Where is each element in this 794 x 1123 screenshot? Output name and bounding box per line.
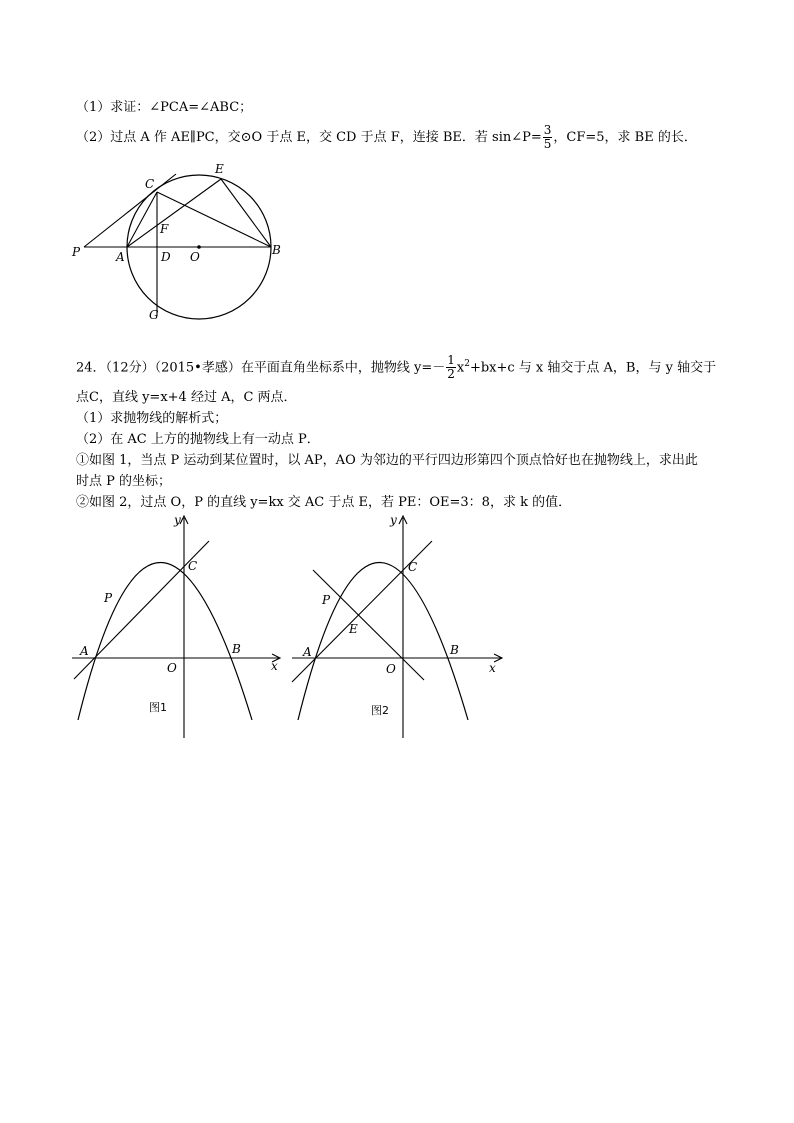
fig2-label-B: B — [450, 643, 459, 657]
fig1-x-label: x — [271, 659, 278, 673]
q24-part2: （2）在 AC 上方的抛物线上有一动点 P． — [76, 432, 320, 447]
fig1-label-B: B — [232, 642, 241, 656]
q23-part2-text-a: （2）过点 A 作 AE∥PC，交⊙O 于点 E，交 CD 于点 F，连接 BE．若 sin∠P= — [76, 130, 542, 145]
fig2-label-E: E — [349, 622, 358, 636]
q24-sub1-b: 时点 P 的坐标； — [76, 474, 172, 489]
sin-fraction-numerator: 3 — [543, 123, 552, 137]
figure-1 — [66, 510, 286, 740]
label-O: O — [190, 250, 200, 264]
fig1-label-O: O — [167, 661, 177, 675]
fig2-caption: 图2 — [371, 704, 389, 717]
label-G: G — [149, 308, 159, 322]
q23-part1: （1）求证：∠PCA=∠ABC； — [76, 100, 253, 115]
q24-line1-text-c: +bx+c 与 x 轴交于点 A，B，与 y 轴交于 — [469, 360, 717, 376]
coefficient-denominator: 2 — [447, 367, 455, 382]
sin-fraction — [543, 124, 553, 151]
fig2-label-O: O — [386, 662, 396, 676]
fig2-label-P: P — [322, 593, 331, 607]
label-E: E — [215, 162, 224, 176]
label-F: F — [160, 222, 169, 236]
coefficient-numerator: 1 — [447, 353, 455, 368]
fig1-label-P: P — [104, 591, 113, 605]
fig1-caption: 图1 — [149, 701, 167, 714]
q24-sub1-a: ①如图 1，当点 P 运动到某位置时，以 AP，AO 为邻边的平行四边形第四个顶点恰好也在抛物线上，求出此 — [76, 453, 698, 468]
q24-line1 — [76, 354, 716, 381]
label-P: P — [72, 245, 81, 259]
coefficient-fraction — [446, 354, 456, 381]
fig1-y-label: y — [174, 513, 181, 527]
sin-fraction-denominator: 5 — [543, 137, 552, 151]
fig2-y-label: y — [390, 513, 397, 527]
q24-part1: （1）求抛物线的解析式； — [76, 411, 228, 426]
q24-sub2: ②如图 2，过点 O，P 的直线 y=kx 交 AC 于点 E，若 PE：OE=3：8，求 k 的值． — [76, 495, 572, 510]
fig1-label-C: C — [188, 559, 198, 573]
q23-part2-text-b: ，CF=5，求 BE 的长． — [553, 130, 697, 145]
figure-2 — [286, 510, 511, 740]
fig2-label-C: C — [408, 560, 418, 574]
label-A: A — [116, 250, 125, 264]
label-B: B — [272, 243, 281, 257]
label-D: D — [161, 250, 171, 264]
fig1-label-A: A — [80, 644, 89, 658]
q24-line1-text-a: 24．（12分）（2015•孝感）在平面直角坐标系中，抛物线 y=－ — [76, 360, 446, 376]
q24-line2: 点C，直线 y=x+4 经过 A，C 两点． — [76, 390, 297, 405]
label-C: C — [145, 177, 155, 191]
fig2-label-A: A — [303, 645, 312, 659]
q24-line1-exponent: 2 — [464, 359, 470, 369]
q24-line1-x: x — [456, 360, 465, 376]
q23-part2 — [76, 124, 697, 151]
circle-figure — [68, 158, 288, 328]
fig2-x-label: x — [489, 661, 496, 675]
